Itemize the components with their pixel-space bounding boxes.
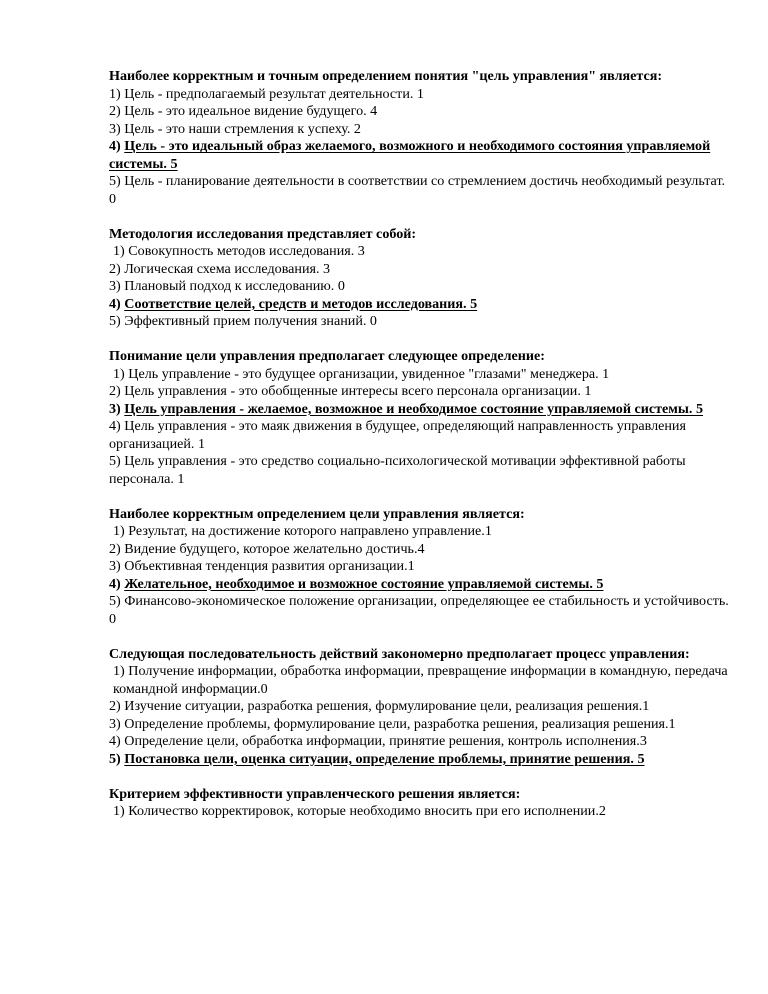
correct-answer-option [109, 576, 729, 594]
correct-answer-option [109, 138, 729, 173]
answer-option [109, 418, 729, 453]
answer-option [109, 313, 729, 331]
question-block [109, 786, 729, 821]
answer-option [109, 173, 729, 208]
option-text: Совокупность методов исследования. 3 [128, 243, 365, 259]
option-text: Результат, на достижение которого направлено управление.1 [128, 523, 492, 539]
question-block [109, 348, 729, 488]
option-text: Цель - это идеальный образ желаемого, возможного и необходимого состояния управляемой системы. 5 [109, 138, 711, 172]
option-text: Определение цели, обработка информации, принятие решения, контроль исполнения.3 [124, 733, 647, 749]
option-text: Цель управление - это будущее организации, увиденное "глазами" менеджера. 1 [128, 365, 610, 382]
option-number: 5) [109, 173, 121, 189]
answer-option [109, 261, 729, 279]
answer-option [109, 278, 729, 296]
answer-option [109, 663, 729, 698]
answer-option [109, 733, 729, 751]
option-number: 1) [113, 663, 125, 679]
question-block [109, 68, 729, 208]
question-block [109, 646, 729, 769]
option-text: Финансово-экономическое положение организации, определяющее ее стабильность и устойчивость. 0 [109, 593, 729, 627]
answer-option [109, 803, 729, 821]
option-text: Плановый подход к исследованию. 0 [124, 278, 345, 294]
option-number: 4) [109, 295, 121, 312]
option-number: 5) [109, 593, 121, 609]
question-text: Методология исследования представляет собой: [109, 225, 417, 242]
option-number: 4) [109, 138, 121, 154]
answer-option [109, 453, 729, 488]
option-text: Изучение ситуации, разработка решения, формулирование цели, реализация решения.1 [124, 698, 650, 714]
option-number: 2) [109, 260, 121, 277]
option-number: 1) [113, 803, 125, 819]
question-text: Следующая последовательность действий закономерно предполагает процесс управления: [109, 645, 690, 662]
option-number: 2) [109, 383, 121, 399]
option-number: 4) [109, 733, 121, 749]
question-text: Критерием эффективности управленческого решения является: [109, 785, 521, 802]
answer-option [109, 558, 729, 576]
option-number: 4) [109, 418, 121, 434]
option-text: Определение проблемы, формулирование цели, разработка решения, реализация решения.1 [124, 715, 676, 732]
option-number: 3) [109, 715, 121, 732]
option-number: 2) [109, 540, 121, 557]
option-number: 5) [109, 313, 121, 329]
answer-option [109, 366, 729, 384]
option-text: Цель - планирование деятельности в соответствии со стремлением достичь необходимый результат. 0 [109, 173, 726, 207]
option-number: 3) [109, 558, 121, 574]
option-text: Логическая схема исследования. 3 [124, 260, 331, 277]
question-block [109, 506, 729, 629]
option-number: 2) [109, 698, 121, 714]
correct-answer-option [109, 296, 729, 314]
answer-option [109, 716, 729, 734]
option-text: Желательное, необходимое и возможное состояние управляемой системы. 5 [124, 575, 604, 592]
answer-option [109, 103, 729, 121]
answer-option [109, 243, 729, 261]
correct-answer-option [109, 401, 729, 419]
option-number: 1) [113, 243, 125, 259]
option-text: Цель управления - это маяк движения в будущее, определяющий направленность управления организацией. 1 [109, 418, 686, 452]
option-number: 3) [109, 400, 121, 417]
option-text: Цель управления - желаемое, возможное и необходимое состояние управляемой системы. 5 [124, 400, 704, 417]
question-text: Понимание цели управления предполагает следующее определение: [109, 348, 545, 364]
option-text: Получение информации, обработка информации, превращение информации в командную, передача командной информации.0 [113, 663, 728, 697]
option-text: Цель - это наши стремления к успеху. 2 [124, 120, 361, 137]
option-text: Цель - предполагаемый результат деятельности. 1 [124, 85, 424, 102]
option-number: 4) [109, 575, 121, 592]
question-block [109, 226, 729, 331]
option-number: 1) [113, 523, 125, 539]
option-text: Эффективный прием получения знаний. 0 [124, 313, 377, 329]
answer-option [109, 523, 729, 541]
option-number: 5) [109, 453, 121, 469]
answer-option [109, 383, 729, 401]
option-number: 3) [109, 278, 121, 294]
option-number: 1) [113, 365, 125, 382]
option-number: 3) [109, 120, 121, 137]
option-number: 2) [109, 103, 121, 119]
option-text: Видение будущего, которое желательно достичь.4 [124, 540, 425, 557]
option-text: Цель управления - это обобщенные интересы всего персонала организации. 1 [124, 383, 592, 399]
answer-option [109, 541, 729, 559]
option-text: Количество корректировок, которые необходимо вносить при его исполнении.2 [128, 803, 606, 819]
answer-option [109, 698, 729, 716]
answer-option [109, 86, 729, 104]
option-text: Цель управления - это средство социально-психологической мотивации эффективной работы персонала. 1 [109, 453, 686, 487]
option-text: Объективная тенденция развития организации.1 [124, 558, 415, 574]
answer-option [109, 121, 729, 139]
option-number: 5) [109, 750, 121, 767]
answer-option [109, 593, 729, 628]
option-text: Постановка цели, оценка ситуации, определение проблемы, принятие решения. 5 [124, 750, 645, 767]
option-text: Цель - это идеальное видение будущего. 4 [124, 103, 378, 119]
option-number: 1) [109, 85, 121, 102]
option-text: Соответствие целей, средств и методов исследования. 5 [124, 295, 478, 312]
question-text: Наиболее корректным и точным определением понятия "цель управления" является: [109, 68, 663, 84]
correct-answer-option [109, 751, 729, 769]
question-text: Наиболее корректным определением цели управления является: [109, 505, 525, 522]
document-body [109, 68, 729, 838]
